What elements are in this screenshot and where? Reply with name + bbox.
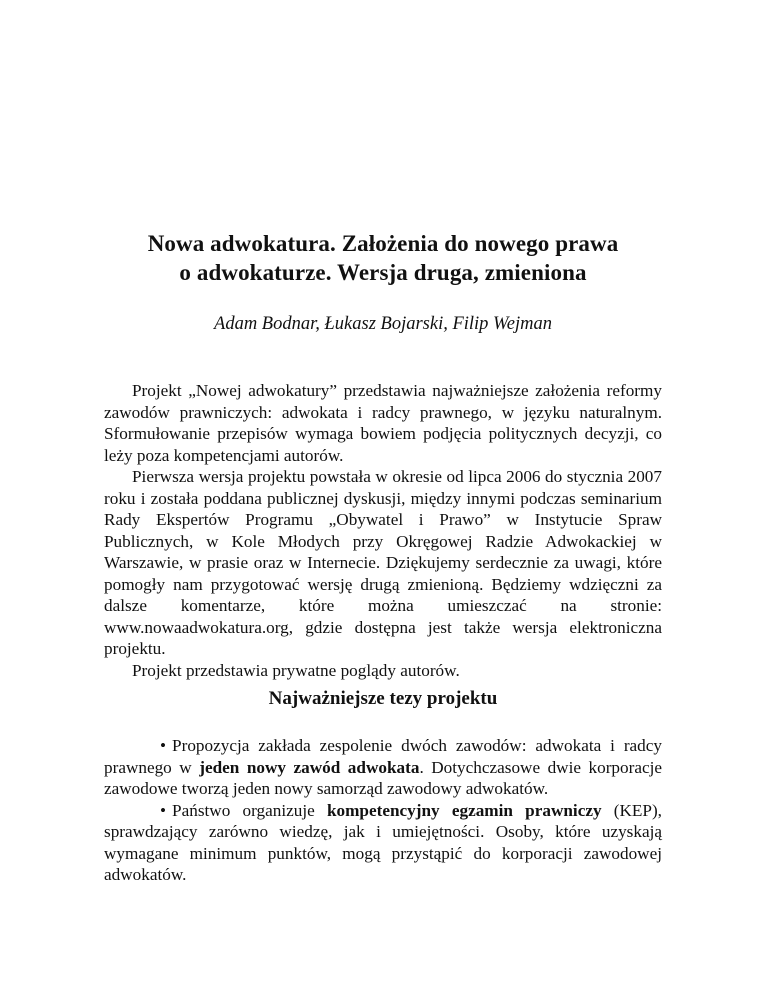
thesis-text: (KEP), sprawdzający zarówno wiedzę, jak i umiejętności. Osoby, które uzyskają wymagane minimum punktów, mogą przystąpić do korporacji zawodowej adwokatów. <box>104 800 662 884</box>
abstract-paragraph-3: Projekt przedstawia prywatne poglądy autorów. <box>132 660 460 680</box>
thesis-item <box>104 800 662 886</box>
thesis-text: Propozycja zakłada zespolenie dwóch zawodów: adwokata i radcy prawnego w <box>104 736 662 777</box>
title-line-2: o adwokaturze. Wersja druga, zmieniona <box>179 260 587 285</box>
title-line-1: Nowa adwokatura. Założenia do nowego prawa <box>147 231 619 256</box>
theses-list <box>104 735 662 886</box>
abstract-paragraph-2: Pierwsza wersja projektu powstała w okresie od lipca 2006 do stycznia 2007 roku i została poddana publicznej dyskusji, między innymi podczas seminarium Rady Ekspertów Programu „Obywatel i Prawo” w Instytucie Spraw Publicznych, w Kole Młodych przy Okręgowej Radzie Adwokackiej w Warszawie, w prasie oraz w Internecie. Dziękujemy serdecznie za uwagi, które pomogły nam przygotować wersję drugą zmienioną. Będziemy wdzięczni za dalsze komentarze, które można umieszczać na stronie: www.nowaadwokatura.org, gdzie dostępna jest także wersja elektroniczna projektu. <box>104 467 662 658</box>
abstract-paragraph-1: Projekt „Nowej adwokatury” przedstawia najważniejsze założenia reformy zawodów prawniczych: adwokata i radcy prawnego, w języku naturalnym. Sformułowanie przepisów wymaga bowiem podjęcia politycznych decyzji, co leży poza kompetencjami autorów. <box>104 381 662 465</box>
abstract <box>104 380 662 681</box>
thesis-emphasis: kompetencyjny egzamin prawniczy <box>326 800 602 820</box>
thesis-text: Państwo organizuje <box>172 800 327 820</box>
bullet-icon: • <box>160 800 167 820</box>
section-title: Najważniejsze tezy projektu <box>268 688 498 709</box>
authors: Adam Bodnar, Łukasz Bojarski, Filip Wejman <box>214 314 552 334</box>
document-title <box>104 229 662 287</box>
thesis-text: . Dotychczasowe dwie korporacje zawodowe tworzą jeden nowy samorząd zawodowy adwokatów. <box>104 757 662 798</box>
bullet-icon: • <box>160 736 167 755</box>
thesis-emphasis: jeden nowy zawód adwokata <box>199 757 420 777</box>
thesis-item <box>104 735 662 800</box>
